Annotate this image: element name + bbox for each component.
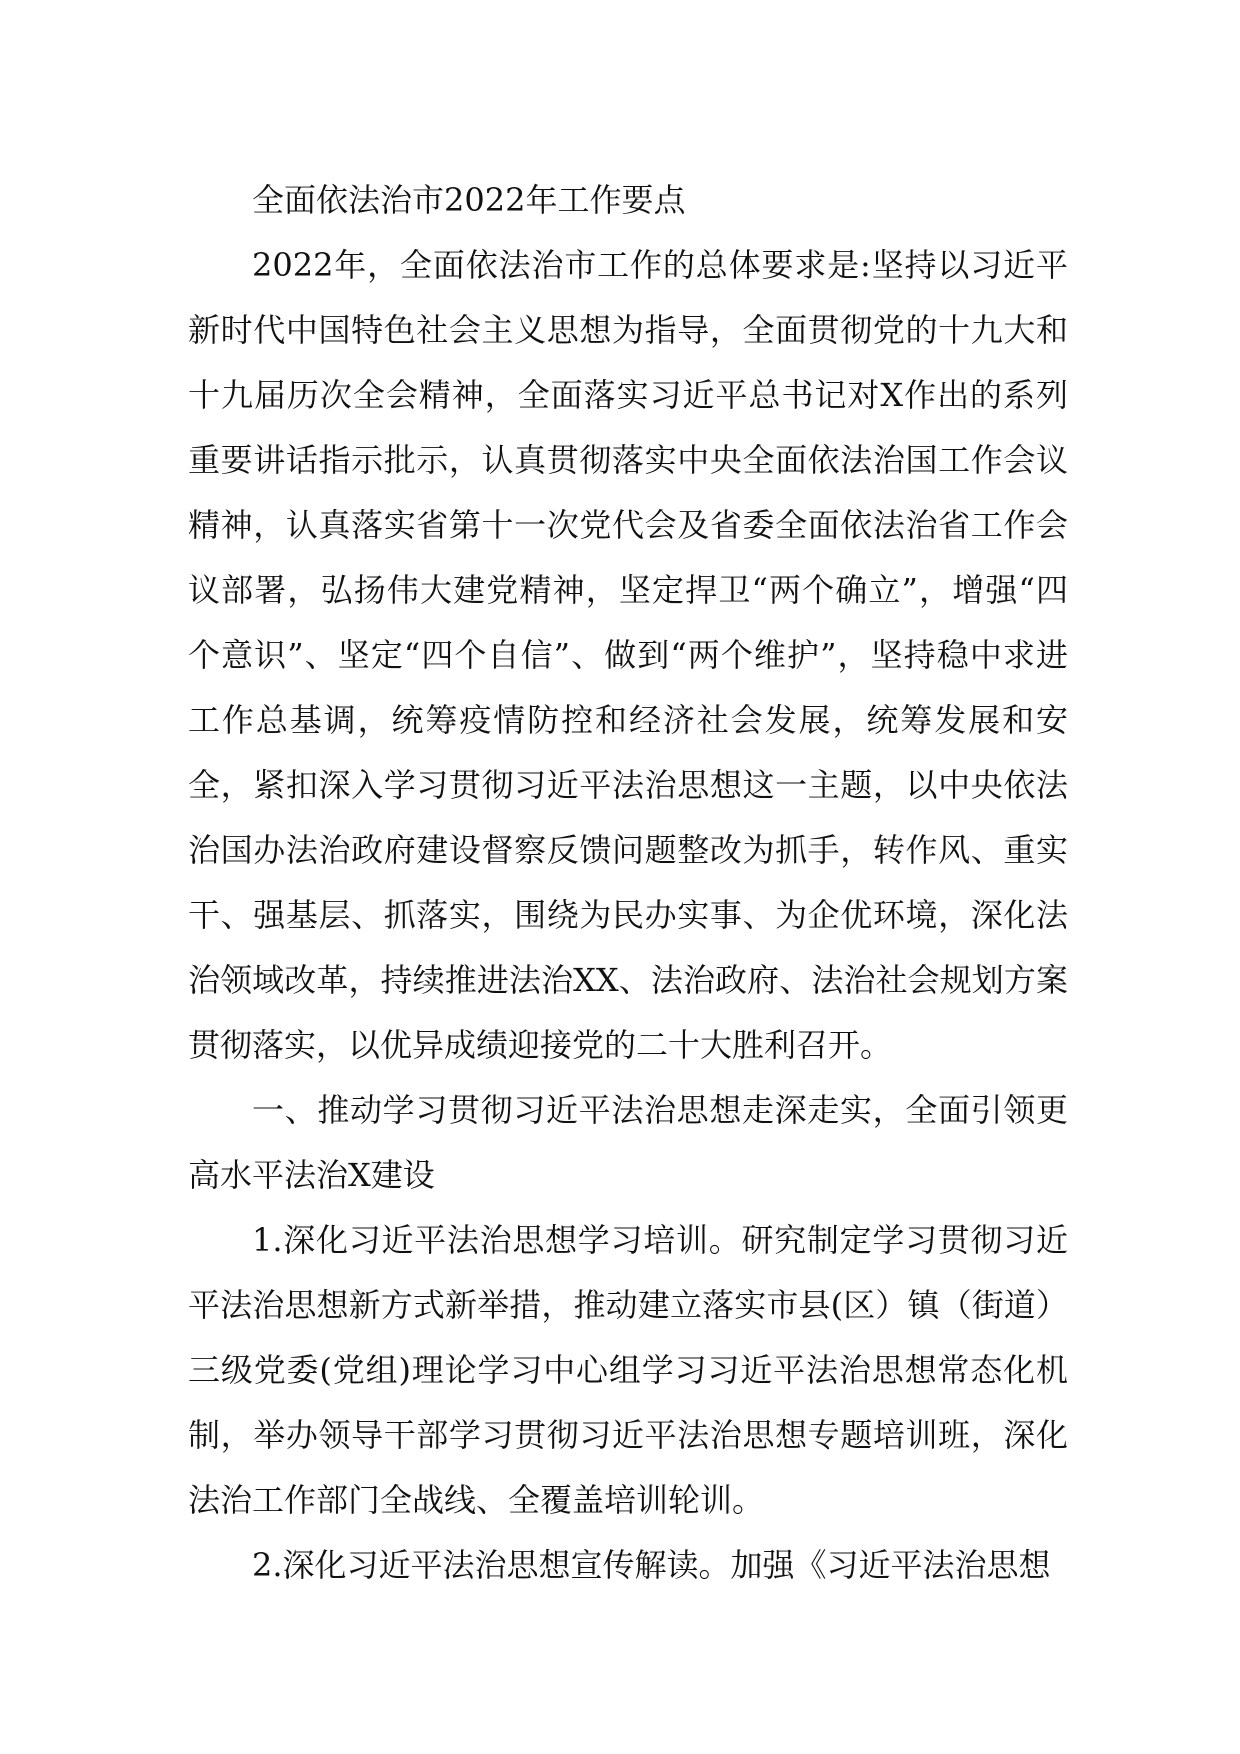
document-title: 全面依法治市2022年工作要点 — [252, 181, 686, 219]
paragraph-general-requirements: 2022年，全面依法治市工作的总体要求是:坚持以习近平新时代中国特色社会主义思想为指导，全面贯彻党的十九大和十九届历次全会精神，全面落实习近平总书记对X作出的系列重要讲话指示批示，认真贯彻落实中央全面依法治国工作会议精神，认真落实省第十一次党代会及省委全面依法治省工作会议部署，弘扬伟大建党精神，坚定捍卫“两个确立”，增强“四个意识”、坚定“四个自信”、做到“两个维护”，坚持稳中求进工作总基调，统筹疫情防控和经济社会发展，统筹发展和安全，紧扣深入学习贯彻习近平法治思想这一主题，以中央依法治国办法治政府建设督察反馈问题整改为抓手，转作风、重实干、强基层、抓落实，围绕为民办实事、为企优环境，深化法治领域改革，持续推进法治XX、法治政府、法治社会规划方案贯彻落实，以优异成绩迎接党的二十大胜利召开。 — [188, 246, 1068, 1064]
paragraph-item-2: 2.深化习近平法治思想宣传解读。加强《习近平法治思想 — [252, 1546, 1051, 1584]
section-heading-1: 一、推动学习贯彻习近平法治思想走深走实，全面引领更高水平法治X建设 — [188, 1091, 1068, 1194]
paragraph-item-1: 1.深化习近平法治思想学习培训。研究制定学习贯彻习近平法治思想新方式新举措，推动建立落实市县(区）镇（街道）三级党委(党组)理论学习中心组学习习近平法治思想常态化机制，举办领导干部学习贯彻习近平法治思想专题培训班，深化法治工作部门全战线、全覆盖培训轮训。 — [188, 1221, 1068, 1519]
document-body — [188, 168, 1068, 1598]
